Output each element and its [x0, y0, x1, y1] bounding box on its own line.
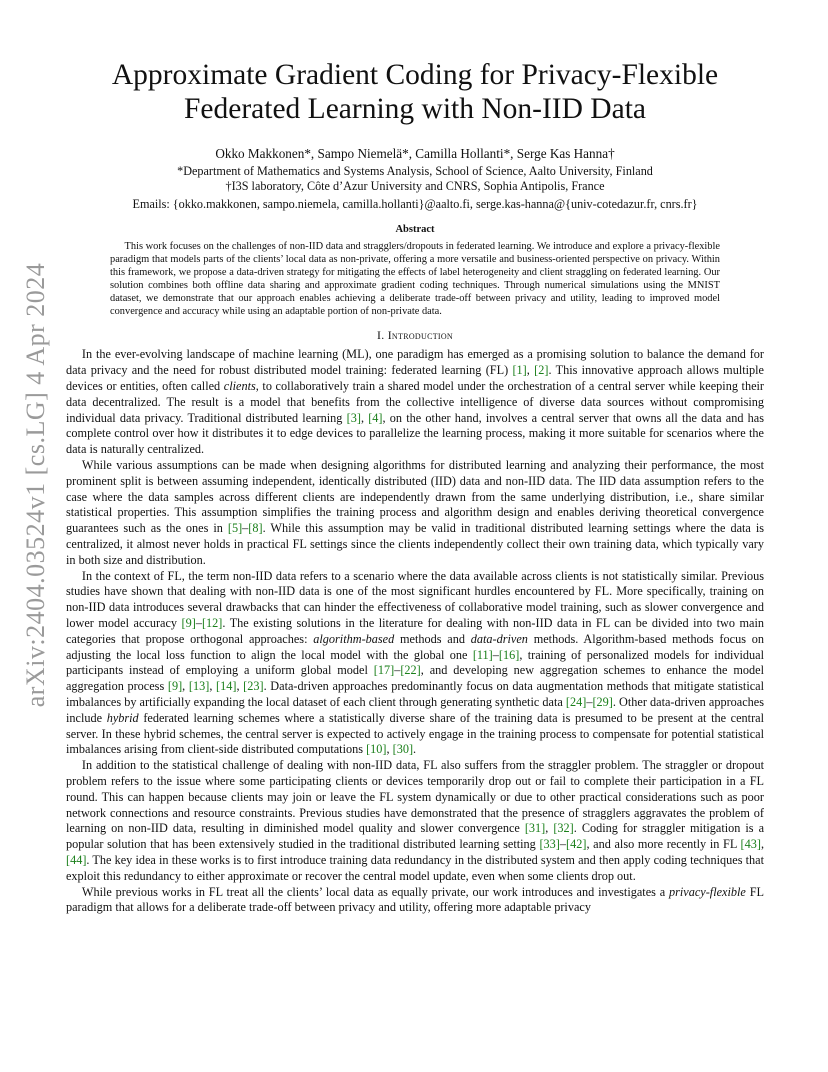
emphasized-term: data-driven [470, 631, 528, 646]
section-heading [66, 328, 764, 343]
citation-link[interactable]: [23] [243, 679, 264, 694]
text-run: In addition to the statistical challenge of dealing with non-IID data, FL also suffers from the straggler problem. The straggler or dropout problem refers to the issue where some participating clients or devices temporarily drop out or fail to complete their participation in a FL round. This can happen because clients may join or leave the FL system dynamically or due to other practical considerations such as poor network connections and resource constraints. Previous studies have demonstrated that the presence of stragglers aggravates the problem of learning on non-IID data, resulting in diminished model quality and slower convergence [66, 758, 764, 836]
citation-link[interactable]: [31] [524, 821, 546, 836]
citation-link[interactable]: [9] [181, 615, 196, 630]
citation-link[interactable]: [5] [227, 521, 243, 536]
citation-link[interactable]: [1] [512, 363, 527, 378]
citation-link[interactable]: [16] [498, 647, 520, 662]
text-run: , [182, 679, 189, 694]
text-run: , [209, 679, 217, 694]
citation-link[interactable]: [3] [346, 410, 361, 425]
text-run: , [236, 679, 244, 694]
citation-link[interactable]: [44] [66, 852, 87, 867]
citation-link[interactable]: [24] [565, 694, 587, 709]
text-run: While previous works in FL treat all the clients’ local data as equally private, our work introduces and investigates a [81, 884, 669, 899]
affiliation-aalto: *Department of Mathematics and Systems Analysis, School of Science, Aalto University, Finland [177, 164, 653, 178]
text-run: , [545, 821, 554, 836]
citation-link[interactable]: [17] [373, 663, 395, 678]
text-run: In the context of FL, the term non-IID data refers to a scenario where the data available across clients is not statistically similar. Previous studies have shown that dealing with non-IID data is one of the most significant hurdles encountered by FL. More specifically, training on non-IID data introduces several drawbacks that can hinder the effectiveness of collaborative model training, such as slower convergence and lower model accuracy [66, 568, 764, 630]
abstract-heading: Abstract [395, 224, 435, 235]
text-run: . The key idea in these works is to first introduce training data redundancy in the distributed system and then apply coding techniques that exploit this redundancy to either approximate or recover the central model update, even when some clients drop out. [66, 852, 764, 883]
arxiv-id-text: arXiv:2404.03524v1 [cs.LG] 4 Apr 2024 [21, 262, 50, 708]
text-run: . The existing solutions in the literature for dealing with non-IID data in FL can be divided into two main categories that propose orthogonal approaches: [66, 615, 764, 646]
section-number: I. [376, 328, 385, 343]
citation-link[interactable]: [8] [248, 521, 263, 536]
text-run: , on the other hand, involves a central server that owns all the data and has complete control over how it distributes it to edge devices to parallelize the learning process, making it more suitable for scenarios where the data is naturally centralized. [66, 410, 765, 457]
citation-link[interactable]: [9] [167, 679, 183, 694]
text-run: , to collaboratively train a shared model under the orchestration of a central server while keeping their data decentralized. The result is a model that benefits from the collective intelligence of diverse data sources without compromising individual data privacy. Traditional distributed learning [66, 379, 764, 425]
body-paragraph [66, 758, 764, 884]
text-run: . While this assumption may be valid in traditional distributed learning settings where the data is centralized, it almost never holds in practical FL settings since the clients independently collect their own training data, which typically vary in both size and distribution. [66, 521, 764, 567]
text-run: In the ever-evolving landscape of machine learning (ML), one paradigm has emerged as a promising solution to balance the demand for data privacy and the need for robust distributed model training: federated learning (FL) [66, 347, 764, 378]
emphasized-term: clients [223, 379, 256, 394]
section-title: Introduction [387, 328, 454, 343]
citation-link[interactable]: [2] [534, 363, 549, 378]
citation-link[interactable]: [33] [539, 837, 560, 852]
body-paragraph [66, 569, 764, 759]
citation-link[interactable]: [4] [368, 410, 383, 425]
text-run: methods and [394, 631, 471, 646]
text-run: – [559, 837, 567, 852]
body-paragraph [66, 347, 764, 458]
text-run: – [195, 615, 202, 630]
text-run: , [760, 837, 764, 852]
text-run: , training of personalized models for individual participants instead of employing a uniform global model [66, 647, 764, 678]
affiliation-i3s: †I3S laboratory, Côte d’Azur University and CNRS, Sophia Antipolis, France [225, 179, 605, 193]
text-run: FL paradigm that allows for a deliberate trade-off between privacy and utility, offering more adaptable privacy [66, 884, 764, 915]
text-run: – [492, 647, 499, 662]
text-run: – [586, 694, 593, 709]
citation-link[interactable]: [22] [400, 663, 421, 678]
citation-link[interactable]: [11] [472, 647, 493, 662]
body-paragraph [66, 885, 764, 917]
text-run: , [360, 410, 369, 425]
citation-link[interactable]: [29] [592, 694, 613, 709]
citation-link[interactable]: [12] [201, 615, 223, 630]
text-run: . This innovative approach allows multiple devices or entities, often called [66, 363, 764, 394]
author-emails: Emails: {okko.makkonen, sampo.niemela, camilla.hollanti}@aalto.fi, serge.kas-hanna@{univ-cotedazur.fr, cnrs.fr} [132, 197, 698, 211]
emphasized-term: algorithm-based [313, 631, 395, 646]
citation-link[interactable]: [32] [553, 821, 574, 836]
text-run: . Coding for straggler mitigation is a popular solution that has been extensively studied in the traditional distributed learning setting [66, 821, 765, 852]
citation-link[interactable]: [14] [216, 679, 237, 694]
text-run: – [394, 663, 401, 678]
emphasized-term: privacy-flexible [669, 884, 746, 899]
abstract-text: This work focuses on the challenges of non-IID data and stragglers/dropouts in federated learning. We introduce and explore a privacy-flexible paradigm that models parts of the clients’ local data as non-private, offering a more versatile and business-oriented perspective on privacy. Within this framework, we propose a data-driven strategy for mitigating the effects of label heterogeneity and client straggling on federated learning. Our solution combines both offline data sharing and approximate gradient coding techniques. Through numerical simulations using the MNIST dataset, we demonstrate that our approach enables achieving a deliberate trade-off between privacy and utility, leading to improved model convergence and accuracy while using an adaptable portion of non-private data. [110, 241, 720, 317]
text-run: . Other data-driven approaches include [66, 694, 764, 725]
paper-page [66, 58, 764, 916]
text-run: federated learning schemes where a statistically diverse share of the training data is presumed to be present at the central server. In these hybrid schemes, the central server is expected to actively engage in the training process to compensate for potential statistical imbalances arising from client-side distributed computations [66, 710, 765, 757]
citation-link[interactable]: [13] [188, 679, 210, 694]
text-run: , [526, 363, 535, 378]
text-run: . Data-driven approaches predominantly focus on data augmentation methods that mitigate statistical imbalances by artificially expanding the local dataset of each client through generating synthetic data [66, 679, 765, 709]
section-body [66, 347, 764, 916]
text-run: , and developing new aggregation schemes to enhance the model aggregation process [66, 663, 764, 694]
author-list: Okko Makkonen*, Sampo Niemelä*, Camilla Hollanti*, Serge Kas Hanna† [215, 146, 615, 161]
text-run: – [242, 521, 249, 536]
text-run: While various assumptions can be made when designing algorithms for distributed learning and analyzing their performance, the most prominent split is between assuming independent, identically distributed (IID) data and non-IID data. The IID data assumption refers to the case where the data samples across different clients are independently drawn from the same underlying distribution, i.e., share similar statistical properties. This assumption simplifies the training process and algorithm design and enables deriving theoretical convergence guarantees such as the ones in [66, 458, 764, 536]
text-run: , and also more recently in FL [586, 837, 741, 852]
body-paragraph [66, 458, 764, 569]
citation-link[interactable]: [43] [740, 837, 761, 852]
emphasized-term: hybrid [106, 710, 139, 725]
text-run: methods. Algorithm-based methods focus on adjusting the local loss function to align the local model with the global one [66, 631, 764, 662]
citation-link[interactable]: [30] [392, 742, 414, 757]
text-run: , [386, 742, 393, 757]
arxiv-identifier-stamp [6, 262, 66, 708]
citation-link[interactable]: [42] [566, 837, 587, 852]
citation-link[interactable]: [10] [366, 742, 387, 757]
text-run: . [413, 742, 417, 757]
paper-title: Approximate Gradient Coding for Privacy-Flexible Federated Learning with Non-IID Data [111, 59, 719, 125]
